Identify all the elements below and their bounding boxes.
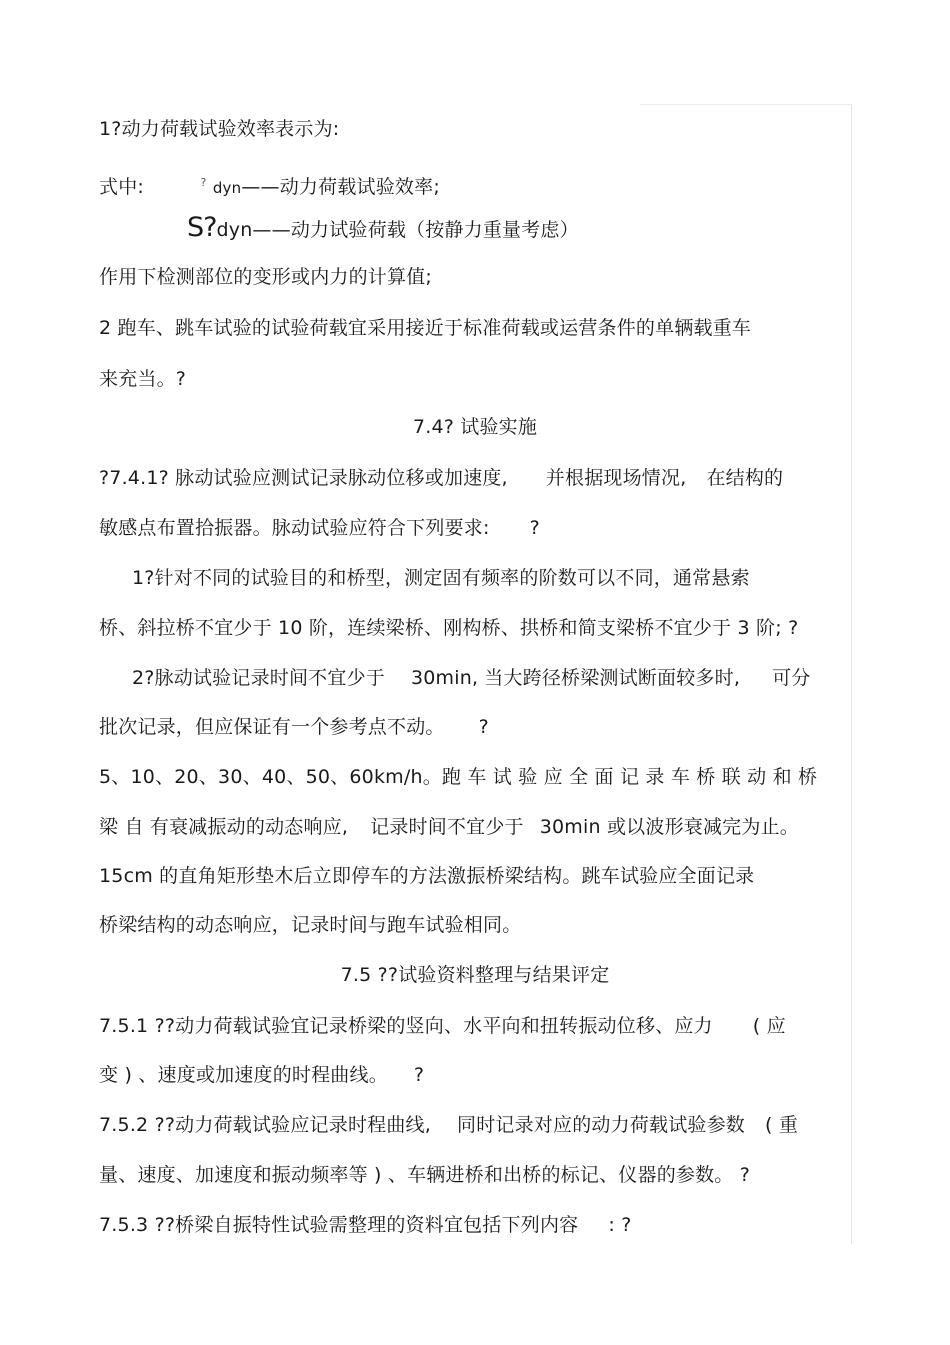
item-1-line-1: 1?针对不同的试验目的和桥型，测定固有频率的阶数可以不同，通常悬索 [132, 567, 750, 589]
clause-7-4-1-line-1 [99, 465, 783, 491]
clause-7-5-2-part-a: 7.5.2 ??动力荷载试验应记录时程曲线, [99, 1114, 431, 1136]
item-2-part-f: ? [478, 716, 489, 738]
run-test-line-2 [99, 814, 799, 840]
run-test-part-d: 30min 或以波形衰减完为止。 [539, 816, 799, 838]
run-test-line-1: 5、10、20、30、40、50、60km/h。跑 车 试 验 应 全 面 记 录 车 桥 联 动 和 桥 [99, 766, 818, 788]
item-2-part-b: 30min, [410, 667, 479, 689]
clause-7-5-3-part-b: : ? [608, 1214, 632, 1236]
clause-7-5-1-part-d: ? [413, 1064, 425, 1086]
paragraph-2-line-2: 来充当。? [99, 368, 187, 390]
item-2-line-2 [99, 714, 489, 740]
clause-7-5-1-line-2 [99, 1062, 424, 1088]
paragraph-2-line-1: 2 跑车、跳车试验的试验荷载宜采用接近于标准荷载或运营条件的单辆载重车 [99, 317, 752, 339]
item-1-line-2: 桥、斜拉桥不宜少于 10 阶，连续梁桥、刚构桥、拱桥和简支梁桥不宜少于 3 阶; ? [99, 617, 799, 639]
item-2-part-e: 批次记录，但应保证有一个参考点不动。 [99, 716, 445, 738]
clause-7-5-1-part-b: ( 应 [752, 1015, 786, 1037]
formula-legend-1 [99, 170, 440, 201]
jump-test-line-1: 15cm 的直角矩形垫木后立即停车的方法激振桥梁结构。跳车试验应全面记录 [99, 865, 755, 887]
clause-7-4-1-part-c: 在结构的 [706, 467, 784, 489]
section-heading-7-4: 7.4? 试验实施 [412, 416, 538, 438]
clause-7-5-2-line-2: 量、速度、加速度和振动频率等 ) 、车辆进桥和出桥的标记、仪器的参数。 ? [99, 1164, 751, 1186]
clause-7-4-1-part-a: ?7.4.1? 脉动试验应测试记录脉动位移或加速度, [99, 467, 508, 489]
legend-1-desc: ——动力荷载试验效率; [241, 176, 440, 198]
clause-7-5-1-part-c: 变 ) 、速度或加速度的时程曲线。 [99, 1064, 388, 1086]
legend-prefix: 式中: [99, 176, 145, 198]
item-2-part-d: 可分 [772, 667, 811, 689]
page-border-top [640, 104, 852, 105]
clause-7-5-2-line-1 [99, 1112, 798, 1138]
run-test-part-c: 记录时间不宜少于 [370, 816, 524, 838]
formula-legend-2 [187, 212, 579, 243]
s-symbol: S? [187, 212, 217, 243]
eta-symbol: ? [200, 176, 207, 189]
jump-test-line-2: 桥梁结构的动态响应，记录时间与跑车试验相同。 [99, 914, 522, 936]
clause-7-5-1-line-1 [99, 1013, 786, 1039]
clause-7-5-2-part-c: ( 重 [765, 1114, 799, 1136]
formula-intro: 1?动力荷载试验效率表示为: [99, 118, 340, 140]
clause-7-4-1-part-b: 并根据现场情况, [545, 467, 687, 489]
run-test-part-b: 梁 自 有衰减振动的动态响应, [99, 816, 349, 838]
page-border-right [851, 104, 852, 1244]
item-2-part-c: 当大跨径桥梁测试断面较多时, [484, 667, 741, 689]
clause-7-4-1-part-e: ? [529, 517, 540, 539]
section-heading-7-5: 7.5 ??试验资料整理与结果评定 [340, 964, 610, 986]
clause-7-4-1-part-d: 敏感点布置拾振器。脉动试验应符合下列要求: [99, 517, 490, 539]
clause-7-4-1-line-2 [99, 515, 540, 541]
legend-2-continuation: 作用下检测部位的变形或内力的计算值; [99, 266, 433, 288]
item-2-part-a: 2?脉动试验记录时间不宜少于 [132, 667, 385, 689]
clause-7-5-1-part-a: 7.5.1 ??动力荷载试验宜记录桥梁的竖向、水平向和扭转振动位移、应力 [99, 1015, 713, 1037]
clause-7-5-3-line-1 [99, 1212, 632, 1238]
legend-2-desc: dyn——动力试验荷载（按静力重量考虑） [216, 219, 579, 241]
clause-7-5-3-part-a: 7.5.3 ??桥梁自振特性试验需整理的资料宜包括下列内容 [99, 1214, 579, 1236]
clause-7-5-2-part-b: 同时记录对应的动力荷载试验参数 [457, 1114, 746, 1136]
item-2-line-1 [132, 665, 810, 691]
eta-subscript: dyn [212, 179, 242, 197]
